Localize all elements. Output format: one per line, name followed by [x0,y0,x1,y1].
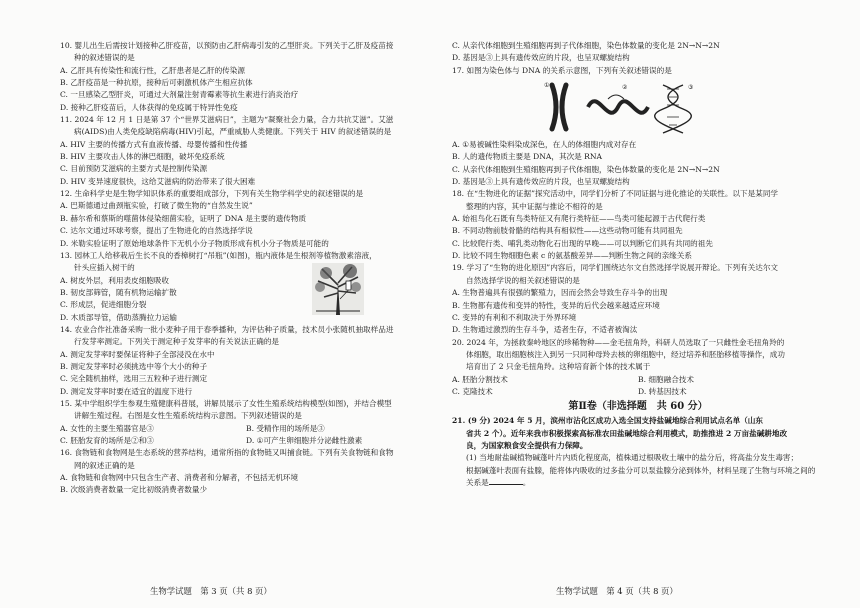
option: B. 韧皮部筛管，随有机物运输扩散 [60,287,177,297]
question-14 [60,324,432,398]
option: B. HIV 主要攻击人体的淋巴细胞，破坏免疫系统 [60,152,225,162]
option: C. 比较爬行类、哺乳类动物化石出现的早晚——可以判断它们具有共同的祖先 [452,238,713,248]
option-row [60,423,432,435]
option: B. 测定发芽率时必须挑选中等个大小的种子 [60,361,208,371]
option: A. 食物链和食物网中只包含生产者、消费者和分解者，不包括无机环境 [60,473,299,483]
tree-drip-illustration [312,263,364,315]
question-text: 15. 某中学组织学生参观生殖健康科普展，讲解员展示了女性生殖系统结构模型(如图)，并结合模型 [60,398,392,408]
option: C. 完全随机抽样，选用三五粒种子进行测定 [60,374,208,384]
svg-text:②: ② [622,84,628,92]
option: B. 受精作用的场所是③ [246,423,325,433]
question-text: 21. (9 分) 2024 年 5 月，滨州市沾化区成功入选全国支持盐碱地综合利用试点名单（山东 [452,416,763,426]
question-text: 17. 如图为染色体与 DNA 的关系示意图，下列有关叙述错误的是 [452,65,672,75]
question-text: 体细胞，取出细胞核注入到另一只同种母羚去核的卵细胞中，经过培养和胚胎移植等操作，成功 [466,349,785,359]
question-text: 病(AIDS)由人类免疫缺陷病毒(HIV)引起，严重威胁人类健康。下列关于 HIV 的叙述错误的是 [74,127,392,137]
option-row [452,374,824,386]
option: C. 胚胎发育的场所是②和③ [60,436,154,445]
question-text: 行发芽率测定。下列关于测定种子发芽率的有关说法正确的是 [74,337,280,347]
question-text: 18. 在“生物进化的证据”探究活动中，同学们分析了不同证据与进化推论的关联性。以下是某同学 [452,189,778,199]
chromosome-dna-diagram [538,77,728,137]
option: A. ①易被碱性染料染成深色，在人的体细胞内成对存在 [452,140,637,150]
question-10 [60,40,432,114]
question-text: 讲解生殖过程。右图是女性生殖系统结构示意图。下列叙述错误的是 [74,411,302,421]
question-text: 关系是 [466,477,489,487]
option: C. 从亲代体细胞到生殖细胞再到子代体细胞，染色体数量的变化是 2N→N→2N [452,164,720,174]
question-text: 针头应插入树干的 [74,263,135,273]
option: B. 人的遗传物质主要是 DNA，其次是 RNA [452,152,603,162]
question-text: 13. 园林工人给移栽后生长不良的香樟树打“吊瓶”(如图)，瓶内液体是生根剂等植物激素溶液， [60,250,377,260]
left-column [60,40,432,575]
question-19 [452,262,824,336]
option-row [452,386,824,398]
question-text: 良，为国家粮食安全提供有力保障。 [466,440,588,450]
option: D. 木质部导管，借助蒸腾拉力运输 [60,312,177,322]
option: C. 目前预防艾滋病的主要方式是控制传染源 [60,164,208,174]
option: D. 米勒实验证明了原始地球条件下无机小分子物质形成有机小分子物质是可能的 [60,238,329,248]
option: A. 胚胎分割技术 [452,374,508,384]
right-column [452,40,824,575]
question-20 [452,337,824,399]
question-text: 整理的内容，其中证据与推论不相符的是 [466,201,603,211]
option: D. 接种乙肝疫苗后，人体获得的免疫属于特异性免疫 [60,102,238,112]
question-13 [60,250,432,324]
question-text: 网的叙述正确的是 [74,460,135,470]
option: B. 赫尔希和蔡斯的噬菌体侵染细菌实验，证明了 DNA 是主要的遗传物质 [60,213,307,223]
option: A. 树皮外层，利用表皮细胞吸收 [60,275,170,285]
option: A. HIV 主要的传播方式有血液传播、母婴传播和性传播 [60,139,248,149]
option: A. 生物普遍具有很强的繁殖力，因而会然会导致生存斗争的出现 [452,288,668,298]
option: D. 测定发芽率时要在适宜的温度下进行 [60,386,193,396]
option: C. 变异的有利和不利取决于外界环境 [452,312,577,322]
svg-text:①: ① [544,82,550,90]
question-text: 11. 2024 年 12 月 1 日是第 37 个“世界艾滋病日”，主题为“凝聚社会力量，合力共抗艾滋”。艾滋 [60,115,394,125]
option: B. 次级消费者数量一定比初级消费者数量少 [60,485,208,495]
question-21 [452,415,824,489]
option: D. HIV 变异速度很快，这给艾滋病的防治带来了很大困难 [60,176,256,186]
page-footer-right: 生物学试题 第 4 页（共 8 页） [556,586,678,596]
answer-blank[interactable] [489,477,523,485]
option: C. 从亲代体细胞到生殖细胞再到子代体细胞，染色体数量的变化是 2N→N→2N [452,41,720,50]
question-text: 16. 食物链和食物网是生态系统的营养结构，通常所指的食物链又叫捕食链。下列有关食物链和食物 [60,448,394,458]
option: C. 达尔文通过环球考察，提出了生物进化的自然选择学说 [60,226,253,236]
question-18 [452,188,824,262]
option: B. 不同动物前肢骨骼的结构具有相似性——这些动物可能有共同祖先 [452,226,683,236]
answer-line: 关系是 。 [466,477,531,487]
page-footer-left: 生物学试题 第 3 页（共 8 页） [150,586,272,596]
option: C. 形成层，促进细胞分裂 [60,300,147,310]
question-text: (1) 当地耐盐碱植物碱蓬叶片内质化程度高，植株通过根吸收土壤中的盐分后，将高盐分发生毒害； [466,453,799,463]
question-text: 省共 2 个）。近年来我市积极探索高标准农田盐碱地综合利用模式，助推推进 2 万亩盐碱耕地改 [466,428,788,438]
question-11 [60,114,432,188]
question-text: 12. 生命科学史是生物学知识体系的重要组成部分，下列有关生物学科学史的叙述错误的是 [60,189,364,199]
question-text: 14. 农业合作社准备采购一批小麦种子用于春季播种，为评估种子质量，技术员小张随机抽取样品进 [60,324,394,334]
option: B. 细胞融合技术 [638,374,694,384]
option: D. 转基因技术 [638,386,687,396]
option: D. ①可产生卵细胞并分泌雌性激素 [246,436,363,445]
option: C. 克隆技术 [452,386,493,396]
option: D. 比较不同生物细胞色素 c 的氨基酸差异——判断生物之间的亲缘关系 [452,251,692,261]
option: D. 生物通过激烈的生存斗争，适者生存，不适者被淘汰 [452,325,638,335]
part-two-title: 第Ⅱ卷（非选择题 共 60 分） [568,401,708,413]
question-text: 自然选择学说的相关叙述错误的是 [466,275,580,285]
question-17 [452,65,824,189]
question-text: 20. 2024 年，为拯救秦岭地区的珍稀物种——金毛扭角羚，科研人员选取了一只雌性金毛扭角羚的 [452,337,785,347]
option-row [60,435,432,447]
chromosome-dna-figure [452,77,824,137]
question-16 [60,447,432,496]
question-text: 根据碱蓬叶表面有盐腺，能将体内吸收的过多盐分可以泵盐腺分泌到体外，材料呈现了生物与环境之间的 [466,465,816,475]
option: A. 测定发芽率时要保证将种子全部浸没在水中 [60,349,215,359]
option: D. 基因是③上具有遗传效应的片段，也呈双螺旋结构 [452,53,630,63]
question-text: 培育出了 2 只金毛扭角羚。这种培育新个体的技术属于 [466,362,651,372]
svg-text:③: ③ [688,84,694,92]
question-12 [60,188,432,250]
option: C. 一旦感染乙型肝炎，可通过大剂量注射青霉素等抗生素进行消炎治疗 [60,90,299,100]
question-text: 19. 学习了“生物的进化原因”内容后，同学们围绕达尔文自然选择学说展开辩论。下列有关达尔文 [452,263,778,273]
option: B. 乙肝疫苗是一种抗原，接种后可刺激机体产生相应抗体 [60,78,253,88]
option: B. 生物都有遗传和变异的特性，变异的后代会越来越适应环境 [452,300,660,310]
option: A. 乙肝具有传染性和流行性，乙肝患者是乙肝的传染源 [60,65,245,75]
option: A. 女性的主要生殖器官是③ [60,423,154,433]
question-text: 种的叙述错误的是 [74,53,135,63]
option: A. 始祖鸟化石既有鸟类特征又有爬行类特征——鸟类可能起源于古代爬行类 [452,214,706,224]
question-15 [60,398,432,447]
question-text: 10. 婴儿出生后需按计划接种乙肝疫苗，以预防由乙肝病毒引发的乙型肝炎。下列关于乙肝及疫苗接 [60,41,394,50]
option: A. 巴斯德通过曲颈瓶实验，打破了微生物的“自然发生说” [60,201,253,211]
option: D. 基因是③上具有遗传效应的片段，也呈双螺旋结构 [452,177,630,187]
